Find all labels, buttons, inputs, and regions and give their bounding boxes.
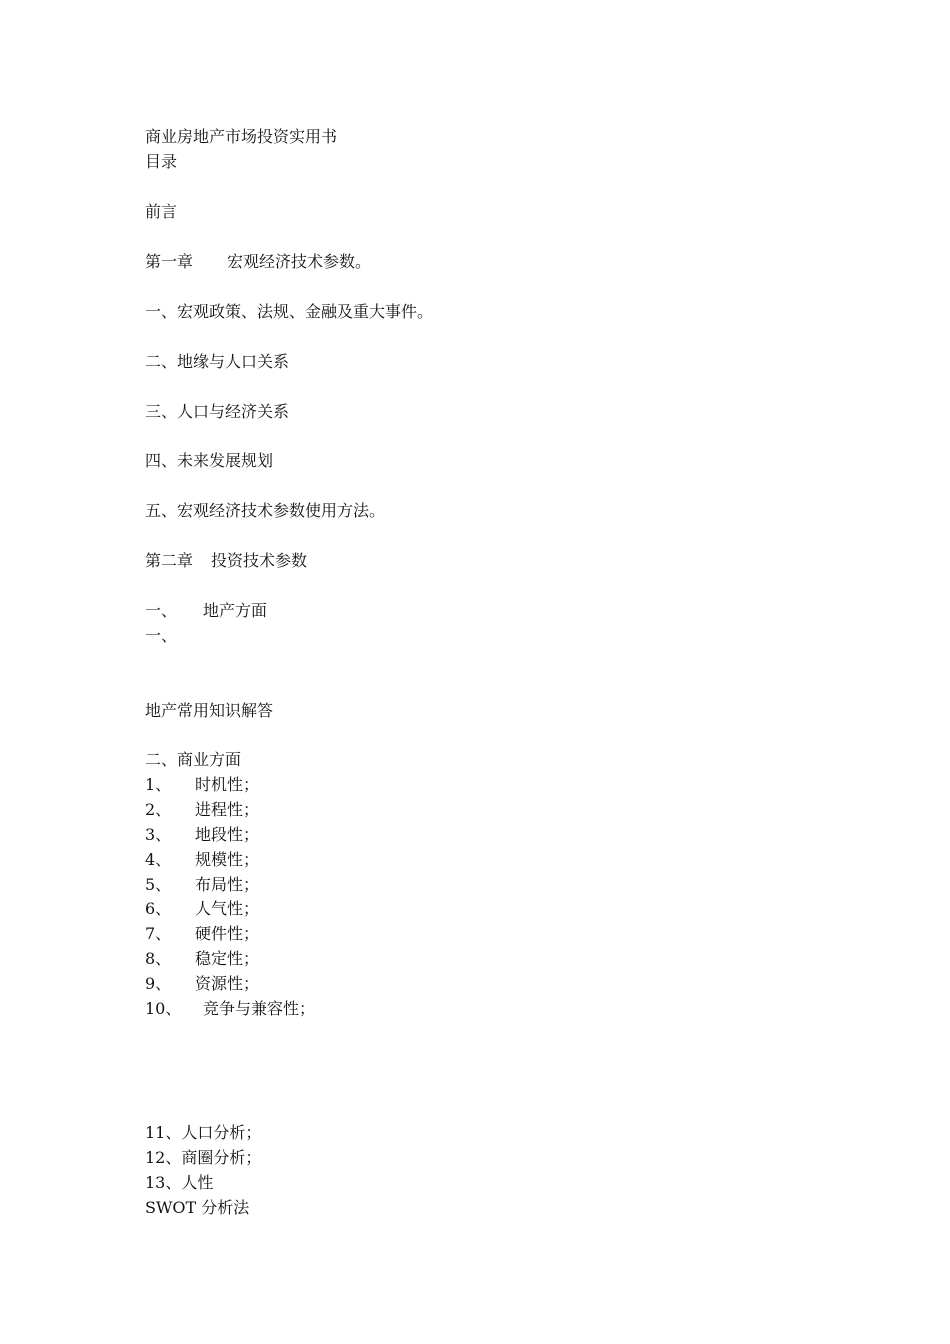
item-number: 7、 xyxy=(145,924,172,943)
item-number: 5、 xyxy=(145,875,172,894)
chapter2-label: 第二章 xyxy=(145,551,194,570)
commerce-more-item: 13、人性 xyxy=(145,1173,214,1192)
chapter2-title: 投资技术参数 xyxy=(211,551,308,570)
item-text: 地段性； xyxy=(195,825,260,844)
commerce-item xyxy=(145,874,259,896)
item-number: 1、 xyxy=(145,775,172,794)
item-number: 9、 xyxy=(145,974,172,993)
commerce-heading: 二、商业方面 xyxy=(145,750,242,769)
toc-heading: 目录 xyxy=(145,152,178,171)
item-number: 10、 xyxy=(145,999,182,1018)
document-title: 商业房地产市场投资实用书 xyxy=(145,127,338,146)
item-text: 进程性； xyxy=(195,800,260,819)
faq-entry: 地产常用知识解答 xyxy=(145,701,274,720)
chapter1-item: 一、宏观政策、法规、金融及重大事件。 xyxy=(145,302,434,321)
chapter1-item: 三、人口与经济关系 xyxy=(145,402,290,421)
item-text: 竞争与兼容性； xyxy=(203,999,316,1018)
item-number: 8、 xyxy=(145,949,172,968)
item-text: 规模性； xyxy=(195,850,260,869)
commerce-item xyxy=(145,774,259,796)
commerce-item xyxy=(145,824,259,846)
item-text: 稳定性； xyxy=(195,949,260,968)
real-estate-sub-num: 一、 xyxy=(145,626,178,645)
chapter1-item: 四、未来发展规划 xyxy=(145,451,274,470)
item-text: 硬件性； xyxy=(195,924,260,943)
chapter1-label: 第一章 xyxy=(145,252,194,271)
item-text: 布局性； xyxy=(195,875,260,894)
item-number: 2、 xyxy=(145,800,172,819)
commerce-item xyxy=(145,849,259,871)
preface-entry: 前言 xyxy=(145,202,178,221)
chapter2-heading xyxy=(145,550,307,572)
item-text: 时机性； xyxy=(195,775,260,794)
real-estate-num: 一、 xyxy=(145,601,178,620)
commerce-item xyxy=(145,898,259,920)
commerce-item xyxy=(145,948,259,970)
commerce-item xyxy=(145,998,315,1020)
commerce-item xyxy=(145,799,259,821)
commerce-more-item: 12、商圈分析； xyxy=(145,1148,262,1167)
item-number: 3、 xyxy=(145,825,172,844)
real-estate-title: 地产方面 xyxy=(203,601,268,620)
chapter1-item: 二、地缘与人口关系 xyxy=(145,352,290,371)
commerce-item xyxy=(145,973,259,995)
commerce-item xyxy=(145,923,259,945)
chapter1-title: 宏观经济技术参数。 xyxy=(227,252,372,271)
commerce-more-item: 11、人口分析； xyxy=(145,1123,262,1142)
item-text: 人气性； xyxy=(195,899,260,918)
item-text: 资源性； xyxy=(195,974,260,993)
item-number: 4、 xyxy=(145,850,172,869)
swot-entry: SWOT 分析法 xyxy=(145,1198,250,1217)
item-number: 6、 xyxy=(145,899,172,918)
chapter1-heading xyxy=(145,251,371,273)
real-estate-heading xyxy=(145,600,267,622)
chapter1-item: 五、宏观经济技术参数使用方法。 xyxy=(145,501,386,520)
